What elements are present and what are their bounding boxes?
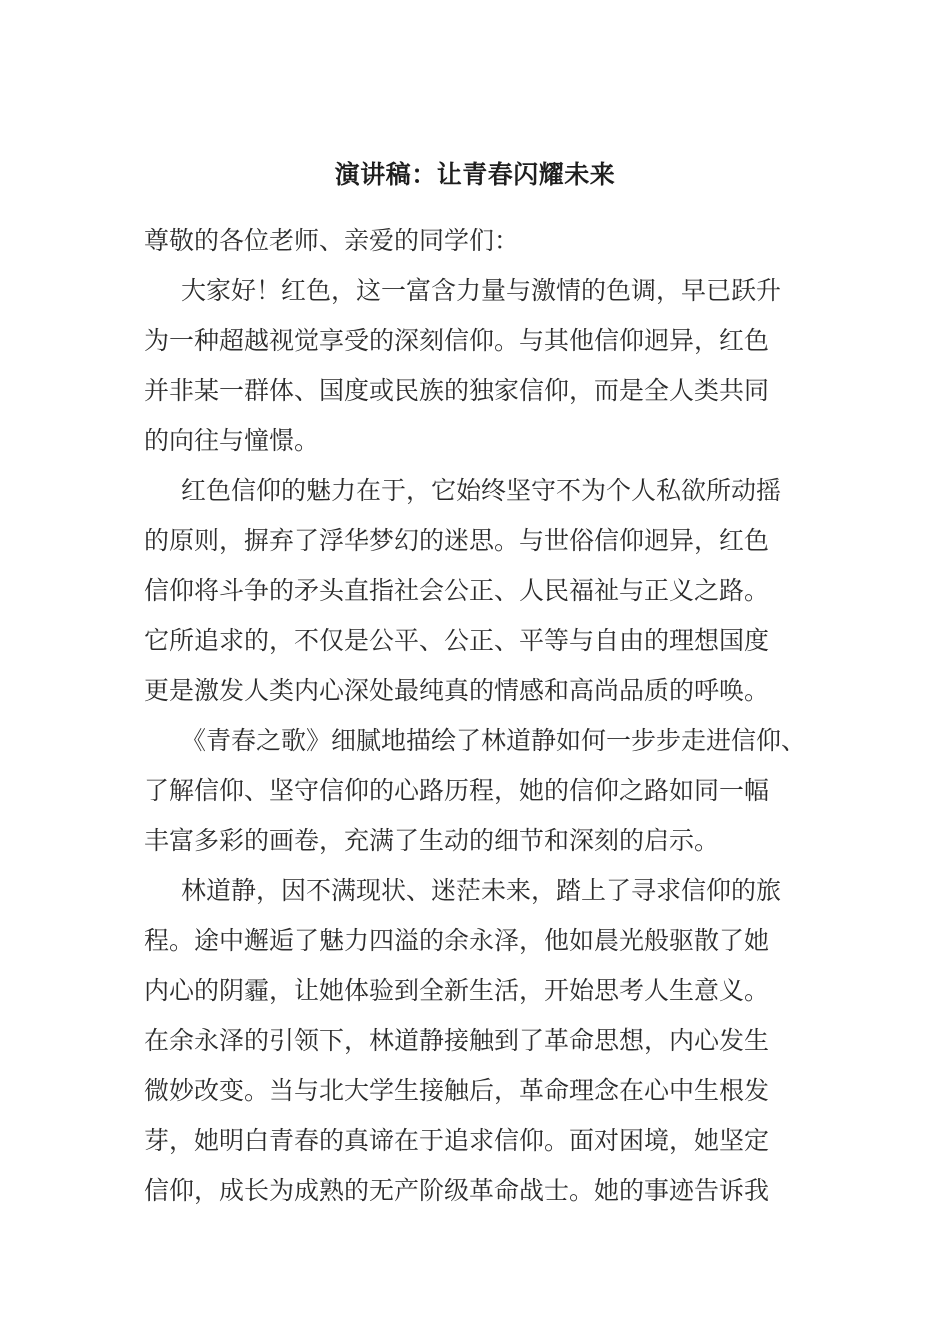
document-title: 演讲稿：让青春闪耀未来 xyxy=(334,160,616,189)
text-line: 在余永泽的引领下，林道静接触到了革命思想，内心发生 xyxy=(144,1026,770,1055)
text-line: 它所追求的，不仅是公平、公正、平等与自由的理想国度 xyxy=(144,626,770,655)
text-line: 并非某一群体、国度或民族的独家信仰，而是全人类共同 xyxy=(144,376,770,405)
text-line: 大家好！红色，这一富含力量与激情的色调，早已跃升 xyxy=(181,276,782,305)
text-line: 程。途中邂逅了魅力四溢的余永泽，他如晨光般驱散了她 xyxy=(144,926,770,955)
text-line: 林道静，因不满现状、迷茫未来，踏上了寻求信仰的旅 xyxy=(181,876,782,905)
text-line: 微妙改变。当与北大学生接触后，革命理念在心中生根发 xyxy=(144,1076,770,1105)
text-line: 的向往与憧憬。 xyxy=(144,426,320,455)
text-line: 尊敬的各位老师、亲爱的同学们： xyxy=(144,226,520,255)
text-line: 丰富多彩的画卷，充满了生动的细节和深刻的启示。 xyxy=(144,826,720,855)
text-line: 了解信仰、坚守信仰的心路历程，她的信仰之路如同一幅 xyxy=(144,776,770,805)
text-line: 内心的阴霾，让她体验到全新生活，开始思考人生意义。 xyxy=(144,976,770,1005)
text-line: 芽，她明白青春的真谛在于追求信仰。面对困境，她坚定 xyxy=(144,1126,770,1155)
document-body xyxy=(144,216,810,1216)
text-line: 信仰，成长为成熟的无产阶级革命战士。她的事迹告诉我 xyxy=(144,1176,770,1205)
text-line: 为一种超越视觉享受的深刻信仰。与其他信仰迥异，红色 xyxy=(144,326,770,355)
text-line: 的原则，摒弃了浮华梦幻的迷思。与世俗信仰迥异，红色 xyxy=(144,526,770,555)
text-line: 信仰将斗争的矛头直指社会公正、人民福祉与正义之路。 xyxy=(144,576,770,605)
text-line: 更是激发人类内心深处最纯真的情感和高尚品质的呼唤。 xyxy=(144,676,770,705)
text-line: 红色信仰的魅力在于，它始终坚守不为个人私欲所动摇 xyxy=(181,476,782,505)
text-line: 《青春之歌》细腻地描绘了林道静如何一步步走进信仰、 xyxy=(181,726,807,755)
